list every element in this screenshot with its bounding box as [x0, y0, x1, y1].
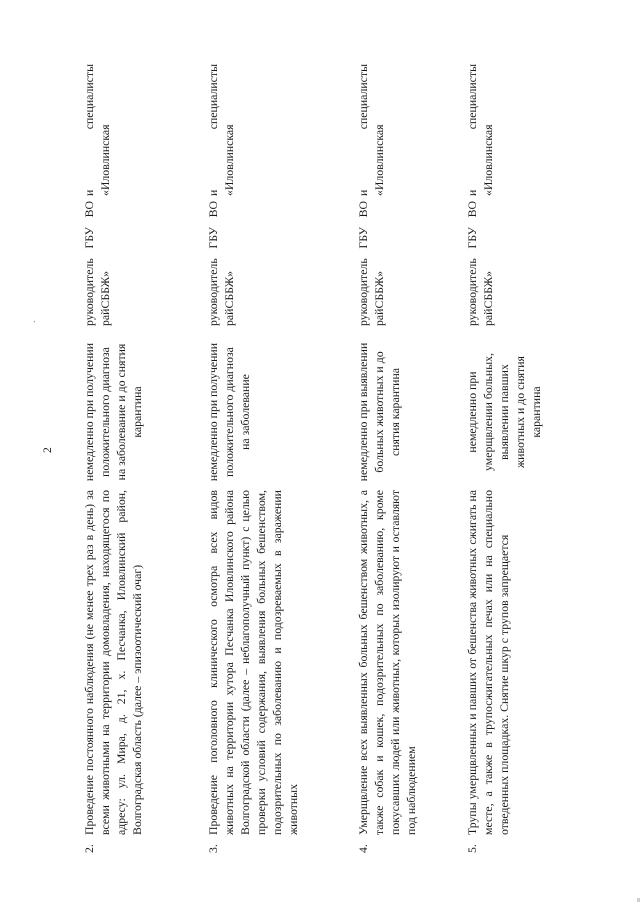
page-number: 2 — [42, 447, 54, 453]
row-responsible-continued: и специалисты «Иловлинская — [465, 64, 495, 196]
row-number: 5. — [465, 844, 479, 853]
row-responsible-continued: и специалисты «Иловлинская — [356, 64, 386, 196]
row-responsible: руководитель ГБУ ВО райСББЖ» — [465, 201, 495, 326]
stray-mark: . — [27, 320, 38, 323]
row-term: немедленно при выявлении больных животных и до снятия карантина — [356, 342, 402, 482]
row-description: Проведение поголовного клинического осмотра всех видов животных на территории хутора Песчанка Иловлинского района Волгоградской области (далее – неблагополучный пункт) с целью проверки условий содержания, выявления больных бешенством, подозрительных по заболеванию и подозреваемых в заражении животных — [206, 490, 300, 835]
row-description: Проведение постоянного наблюдения (не менее трех раз в день) за всеми животными на территории домовладения, находящегося по адресу: ул. Мира, д. 21, х. Песчанка, Иловлинский район, Волгоградская область (далее – эпизоотический очаг) — [82, 490, 144, 835]
row-responsible: руководитель ГБУ ВО райСББЖ» — [82, 201, 112, 326]
row-number: 4. — [356, 844, 370, 853]
row-term: немедленно при получении положительного диагноза на заболевание и до снятия карантина — [82, 342, 144, 482]
row-term: немедленно при умерщвлении больных, выявлении павших животных и до снятия карантина — [465, 353, 543, 471]
row-term: немедленно при получении положительного диагноза на заболевание — [206, 342, 252, 482]
row-description: Умерщвление всех выявленных больных бешенством животных, а также собак и кошек, подозрительных по заболеванию, кроме покусавших людей или животных, которых изолируют и оставляют под наблюдением — [356, 490, 418, 835]
rotated-page-content — [27, 63, 561, 853]
row-responsible-continued: и специалисты «Иловлинская — [82, 64, 112, 196]
row-responsible-continued: и специалисты «Иловлинская — [206, 64, 236, 196]
row-responsible: руководитель ГБУ ВО райСББЖ» — [356, 201, 386, 326]
row-number: 2. — [82, 844, 96, 853]
row-description: Трупы умерщвленных и павших от бешенства животных сжигать на месте, а также в трупосжигательных печах или на специально отведенных площадках. Снятие шкур с трупов запрещается — [465, 490, 511, 835]
row-responsible: руководитель ГБУ ВО райСББЖ» — [206, 201, 236, 326]
row-number: 3. — [206, 844, 220, 853]
